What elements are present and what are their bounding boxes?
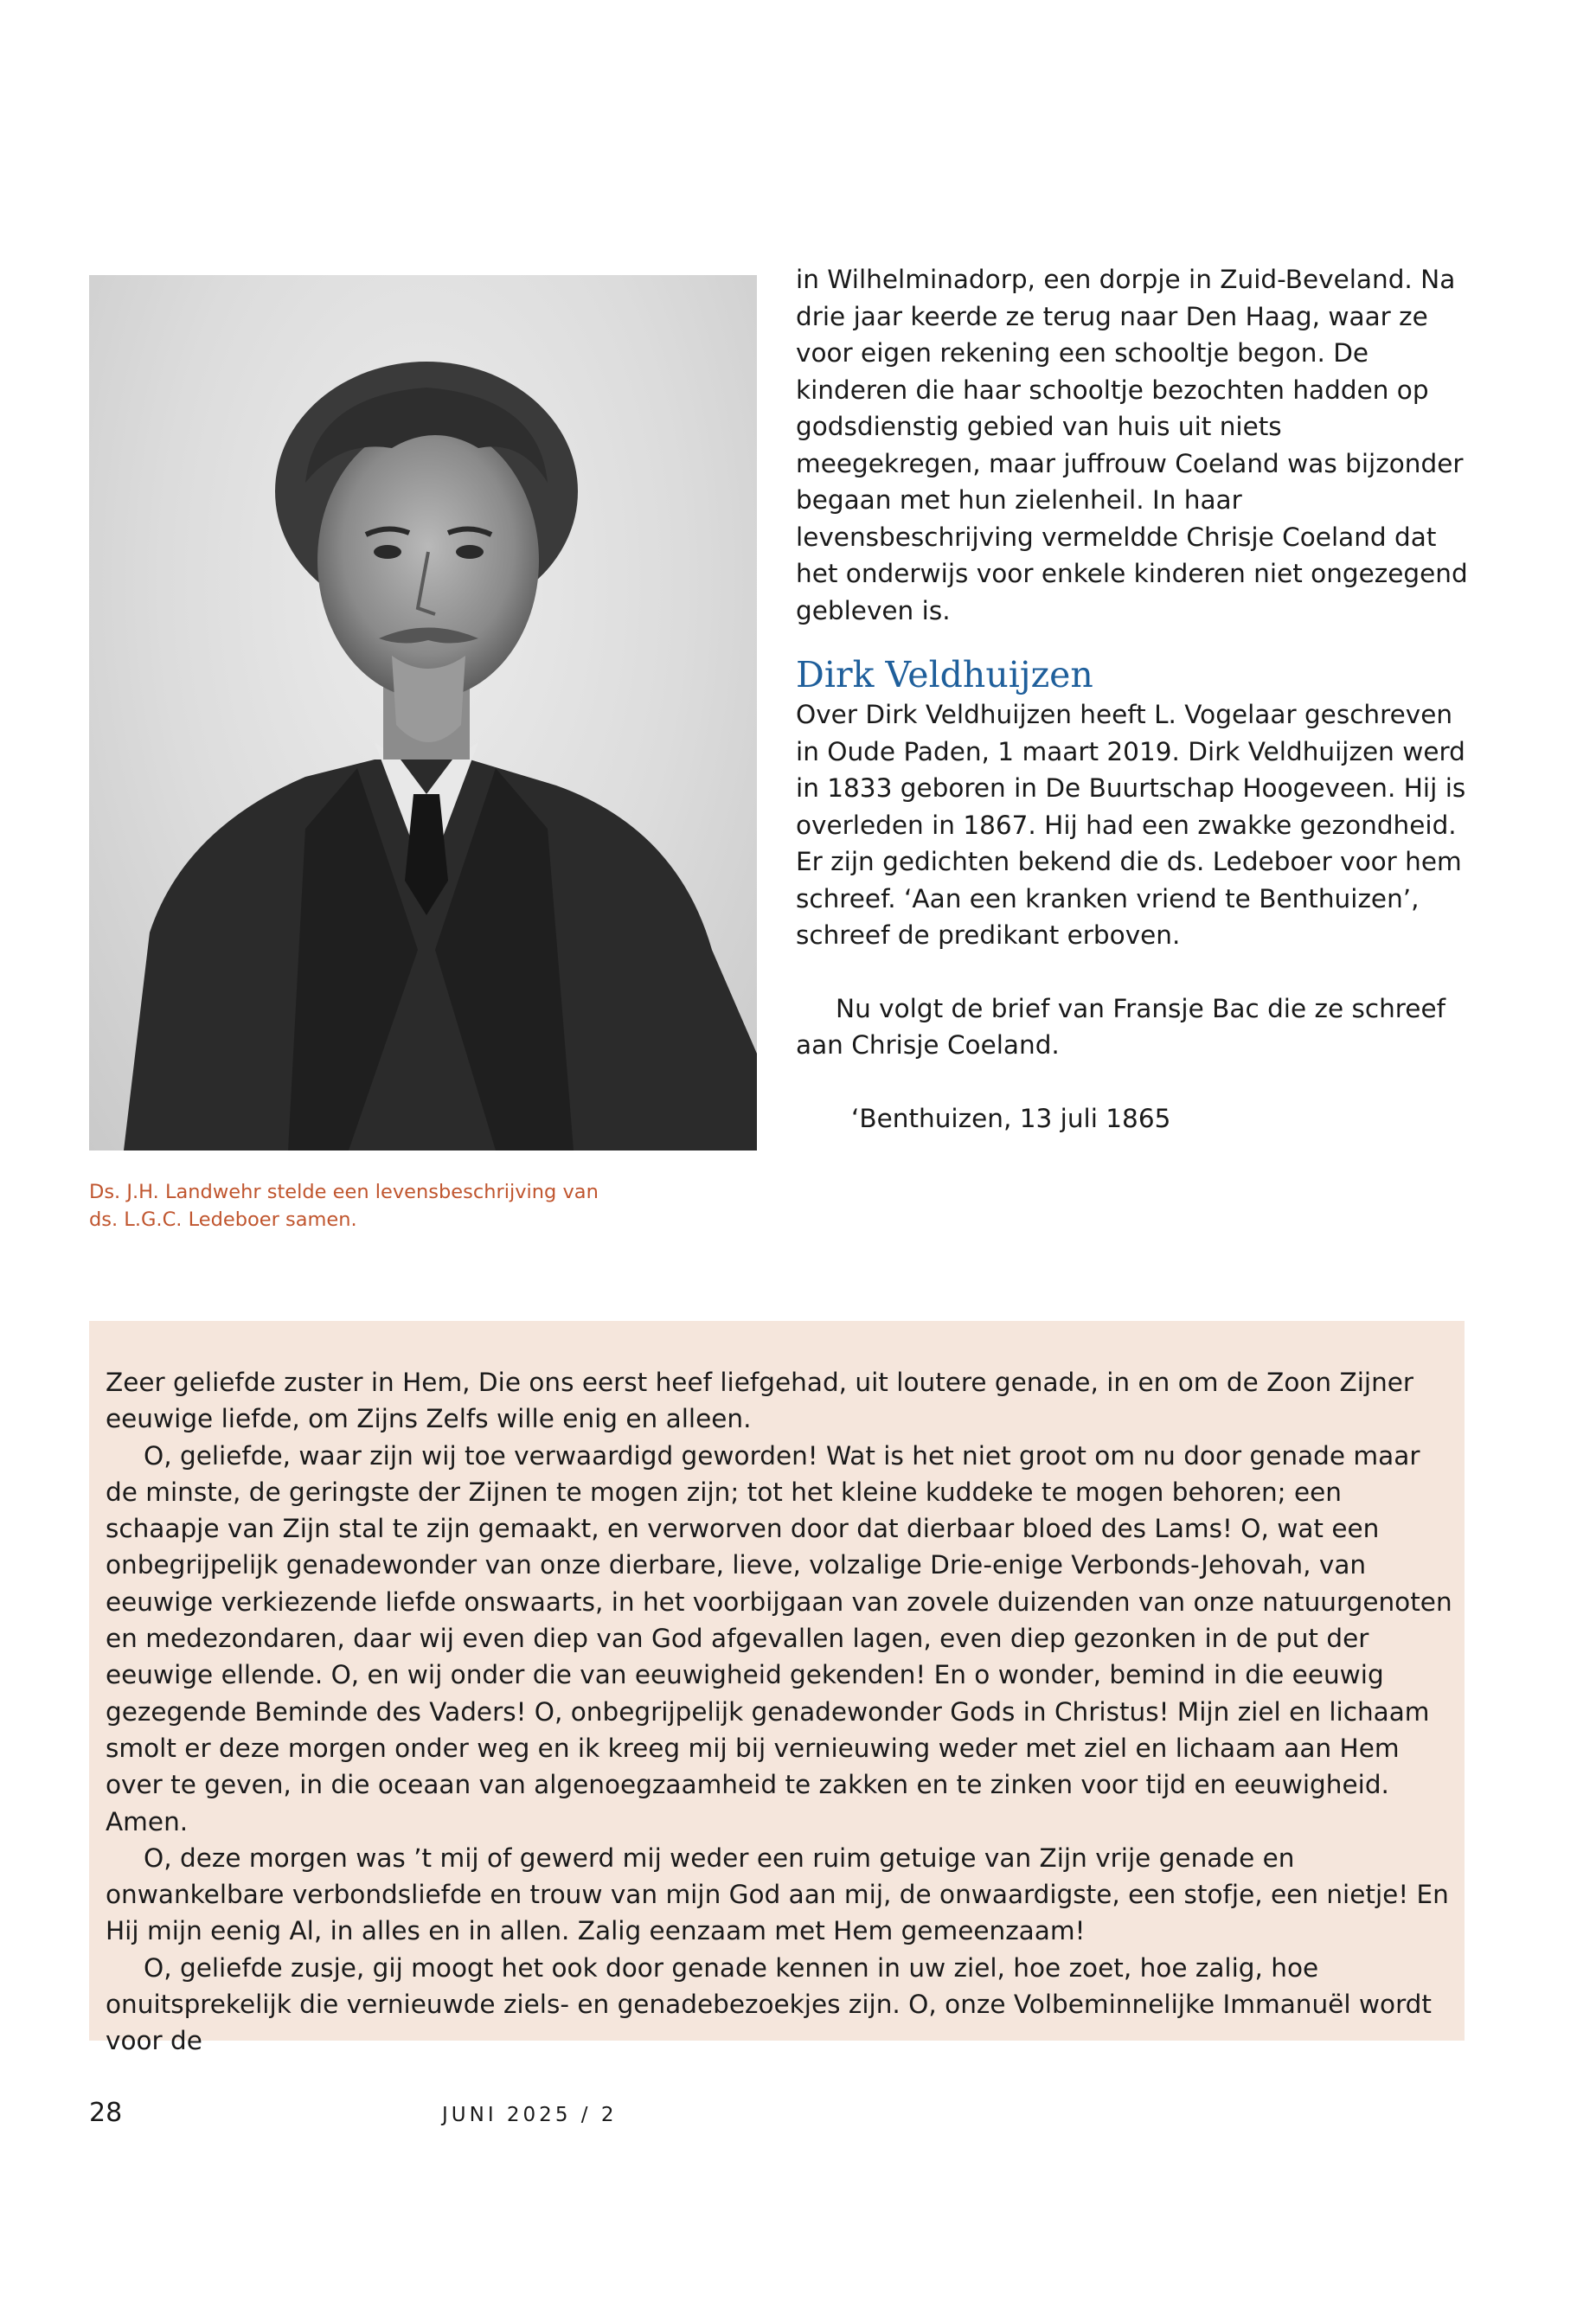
caption-line: Ds. J.H. Landwehr stelde een levensbeschrijving van bbox=[89, 1181, 599, 1203]
letter-paragraph: O, geliefde, waar zijn wij toe verwaardigd geworden! Wat is het niet groot om nu door genade maar de minste, de geringste der Zijnen te mogen zijn; tot het kleine kuddeke te mogen behoren; een schaapje van Zijn stal te zijn gemaakt, en verworven door dat dierbaar bloed des Lams! O, wat een onbegrijpelijk genadewonder van onze dierbare, lieve, volzalige Drie-enige Verbonds-Jehovah, van eeuwige verkiezende liefde onswaarts, in het voorbijgaan van zovele duizenden van onze natuurgenoten en medezondaren, daar wij even diep van God afgevallen lagen, even diep gezonken in de put der eeuwige ellende. O, en wij onder die van eeuwigheid gekenden! En o wonder, bemind in die eeuwig gezegende Beminde des Vaders! O, onbegrijpelijk genadewonder Gods in Christus! Mijn ziel en lichaam smolt er deze morgen onder weg en ik kreeg mij bij vernieuwing weder met ziel en lichaam aan Hem over te geven, in die oceaan van algenoegzaamheid te zakken en te zinken voor tijd en eeuwigheid. Amen. bbox=[106, 1440, 1452, 1836]
letter-date: ‘Benthuizen, 13 juli 1865 bbox=[851, 1103, 1171, 1133]
page-number: 28 bbox=[89, 2098, 123, 2128]
caption-line: ds. L.G.C. Ledeboer samen. bbox=[89, 1208, 357, 1231]
issue-label: JUNI 2025 / 2 bbox=[442, 2104, 618, 2126]
intro-paragraph: in Wilhelminadorp, een dorpje in Zuid-Beveland. Na drie jaar keerde ze terug naar Den Haag, waar ze voor eigen rekening een schooltje begon. De kinderen die haar schooltje bezochten hadden op godsdienstig gebied van huis uit niets meegekregen, maar juffrouw Coeland was bijzonder begaan met hun zielenheil. In haar levensbeschrijving vermeldde Chrisje Coeland dat het onderwijs voor enkele kinderen niet ongezegend gebleven is. bbox=[796, 265, 1468, 625]
section-heading: Dirk Veldhuijzen bbox=[796, 654, 1093, 695]
section-paragraph: Over Dirk Veldhuijzen heeft L. Vogelaar geschreven in Oude Paden, 1 maart 2019. Dirk Veldhuijzen werd in 1833 geboren in De Buurtschap Hoogeveen. Hij is overleden in 1867. Hij had een zwakke gezondheid. Er zijn gedichten bekend die ds. Ledeboer voor hem schreef. ‘Aan een kranken vriend te Benthuizen’, schreef de predikant erboven. bbox=[796, 700, 1466, 950]
letter-intro: Nu volgt de brief van Fransje Bac die ze schreef aan Chrisje Coeland. bbox=[796, 993, 1445, 1060]
portrait-photo bbox=[89, 275, 757, 1150]
letter-paragraph: O, geliefde zusje, gij moogt het ook door genade kennen in uw ziel, hoe zoet, hoe zalig, hoe onuitsprekelijk die vernieuwde ziels- en genadebezoekjes zijn. O, onze Volbeminnelijke Immanuël wordt voor de bbox=[106, 1952, 1432, 2056]
letter-box bbox=[89, 1321, 1465, 2056]
right-column bbox=[796, 261, 1471, 1137]
portrait-icon bbox=[89, 275, 757, 1150]
letter-paragraph: Zeer geliefde zuster in Hem, Die ons eerst heef liefgehad, uit loutere genade, in en om de Zoon Zijner eeuwige liefde, om Zijns Zelfs wille enig en alleen. bbox=[106, 1368, 1414, 1434]
photo-caption bbox=[89, 1178, 729, 1234]
letter-paragraph: O, deze morgen was ’t mij of gewerd mij weder een ruim getuige van Zijn vrije genade en onwankelbare verbondsliefde en trouw van mijn God aan mij, de onwaardigste, een stofje, een nietje! En Hij mijn eenig Al, in alles en in allen. Zalig eenzaam met Hem gemeenzaam! bbox=[106, 1843, 1449, 1946]
